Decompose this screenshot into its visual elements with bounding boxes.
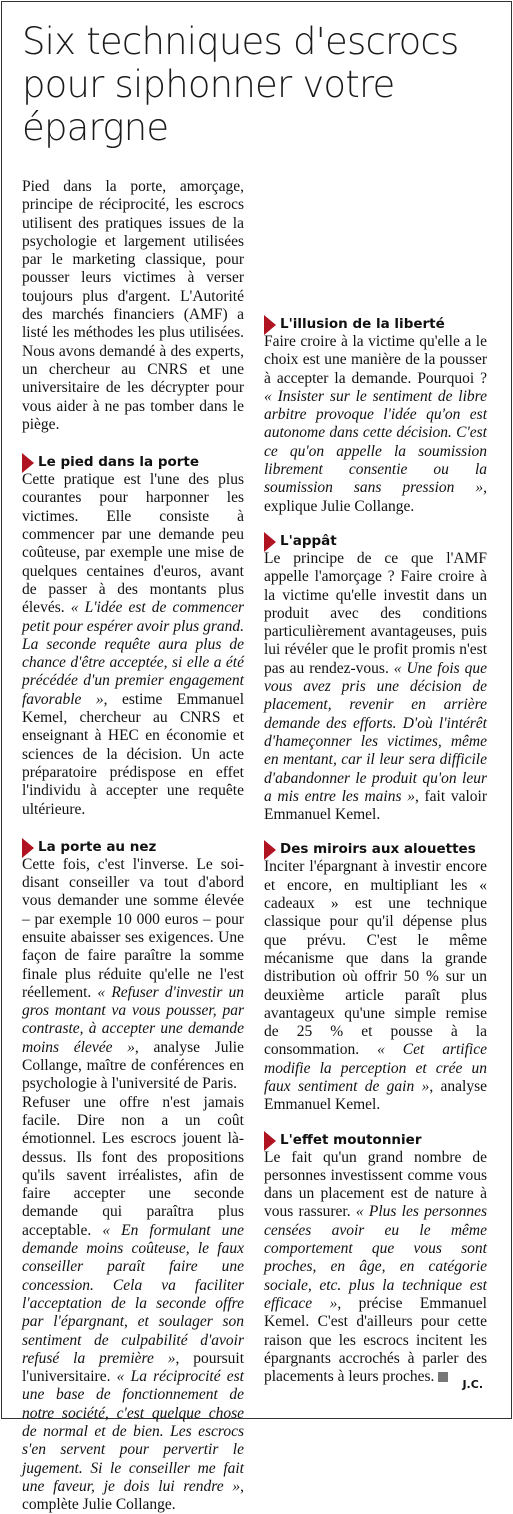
- triangle-right-icon: [264, 532, 276, 552]
- section-nez-text-2: Refuser une offre n'est jamais facile. Dire non a un coût émotionnel. Les escrocs jouent là-dessus. Ils font des propositions qu'ils savent irréalistes, afin de faire accepter une seconde demande qui paraîtra plus acceptable. « En formulant une demande moins coûteuse, le faux conseiller paraît faire une concession. Cela va faciliter l'acceptation de la seconde offre par l'épargnant, et soulager son sentiment de culpabilité d'avoir refusé la première », poursuit l'universitaire. « La réciprocité est une base de fonctionnement de notre société, c'est quelque chose de normal et de bien. Les escrocs s'en servent pour pervertir le jugement. Si le conseiller me fait une faveur, je dois lui rendre », complète Julie Collange.: [22, 1093, 244, 1514]
- author-signature: J.C.: [462, 1378, 483, 1391]
- triangle-right-icon: [264, 840, 276, 860]
- section-pied-text: Cette pratique est l'une des plus courantes pour harponner les victimes. Elle consiste à commencer par une demande peu coûteuse, par exemple une mise de quelques centaines d'euros, avant de passer à des montants plus élevés. « L'idée est de commencer petit pour espérer avoir plus grand. La seconde requête aura plus de chance d'être acceptée, si elle a été précédée d'un premier engagement favorable », estime Emmanuel Kemel, chercheur au CNRS et enseignant à HEC en économie et sciences de la décision. Un acte préparatoire prédispose en effet l'individu à accepter une requête ultérieure.: [22, 471, 244, 818]
- section-liberte-text: Faire croire à la victime qu'elle a le choix est une manière de la pousser à accepter la demande. Pourquoi ? « Insister sur le sentiment de libre arbitre provoque l'idée qu'on est autonome dans cette décision. C'est ce qu'on appelle la soumission librement consentie ou la soumission sans pression », explique Julie Collange.: [264, 333, 487, 515]
- heading-appat: L'appât: [264, 533, 487, 550]
- heading-illusion-liberte: L'illusion de la liberté: [264, 316, 487, 333]
- section-miroirs-text: Inciter l'épargnant à investir encore et encore, en multipliant les « cadeaux » est une technique classique pour qu'il dépense plus que prévu. C'est le même mécanisme que dans la grande distribution où offrir 50 % sur un deuxième article paraît plus avantageux qu'une simple remise de 25 % et pousse à la consommation. « Cet artifice modifie la perception et crée un faux sentiment de gain », analyse Emmanuel Kemel.: [264, 858, 488, 1114]
- heading-porte-au-nez: La porte au nez: [22, 839, 244, 856]
- triangle-right-icon: [22, 453, 34, 473]
- article-page: [1, 1, 512, 1514]
- column-left: [22, 178, 244, 1514]
- triangle-right-icon: [264, 315, 276, 335]
- triangle-right-icon: [22, 838, 34, 858]
- square-icon: [438, 1372, 448, 1382]
- heading-pied-dans-la-porte: Le pied dans la porte: [22, 454, 244, 471]
- triangle-right-icon: [264, 1131, 276, 1151]
- section-nez-text-1: Cette fois, c'est l'inverse. Le soi-disant conseiller va tout d'abord vous demander une somme élevée – par exemple 10 000 euros – pour ensuite abaisser ses exigences. Une façon de faire paraître la somme finale plus réduite qu'elle ne l'est réellement. « Refuser d'investir un gros montant va vous pousser, par contraste, à accepter une demande moins élevée », analyse Julie Collange, maître de conférences en psychologie à l'université de Paris.: [22, 855, 244, 1093]
- heading-effet-moutonnier: L'effet moutonnier: [264, 1132, 487, 1149]
- section-appat-text: Le principe de ce que l'AMF appelle l'amorçage ? Faire croire à la victime qu'elle investit dans un produit avec des conditions particulièrement avantageuses, puis lui révéler que le profit promis n'est pas au rendez-vous. « Une fois que vous avez pris une décision de placement, revenir en arrière demande des efforts. D'où l'intérêt d'hameçonner les victimes, même en mentant, car il leur sera difficile d'abandonner le produit qu'on leur a mis entre les mains », fait valoir Emmanuel Kemel.: [264, 549, 487, 824]
- column-right-sections: [264, 316, 487, 1386]
- intro-paragraph: Pied dans la porte, amorçage, principe de réciprocité, les escrocs utilisent des pratiques issues de la psychologie et largement utilisées par le marketing classique, pour pousser leurs victimes à verser toujours plus d'argent. L'Autorité des marchés financiers (AMF) a listé les méthodes les plus utilisées. Nous avons demandé à des experts, un chercheur au CNRS et une universitaire de les décrypter pour vous aider à ne pas tomber dans le piège.: [22, 178, 244, 433]
- heading-miroirs-alouettes: Des miroirs aux alouettes: [264, 841, 487, 858]
- article-title: Six techniques d'escrocs pour siphonner votre épargne: [22, 20, 459, 149]
- section-mouton-text: Le fait qu'un grand nombre de personnes investissent comme vous dans un placement est de nature à vous rassurer. « Plus les personnes censées avoir eu le même comportement que vous sont proches, en âge, en catégorie sociale, etc. plus la technique est efficace », précise Emmanuel Kemel. C'est d'ailleurs pour cette raison que les escrocs incitent les épargnants accrochés à parler des placements à leurs proches.: [264, 1148, 487, 1386]
